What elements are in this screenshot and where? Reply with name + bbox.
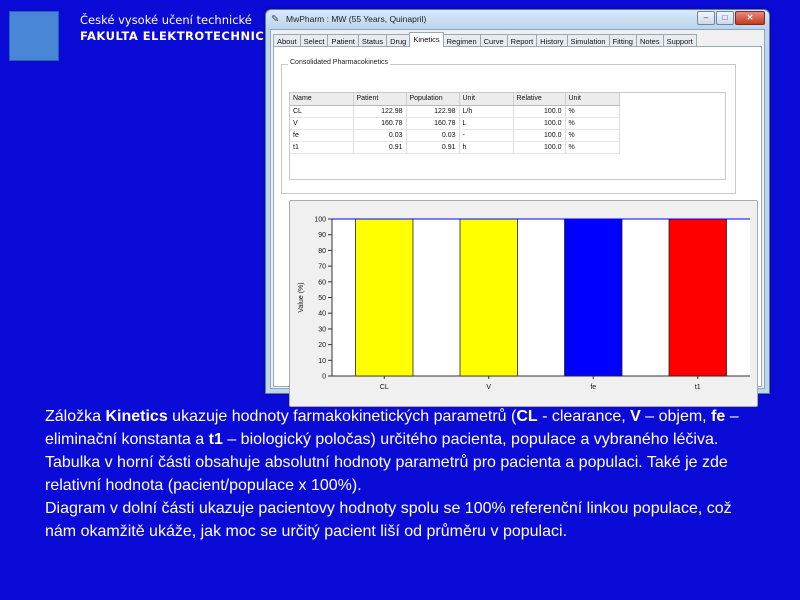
y-tick-label: 50 xyxy=(318,295,326,302)
tab-regimen[interactable]: Regimen xyxy=(443,34,481,47)
y-tick-label: 60 xyxy=(318,279,326,287)
table-cell: 160.78 xyxy=(406,117,459,129)
y-tick-label: 90 xyxy=(318,232,326,240)
tab-drug[interactable]: Drug xyxy=(386,34,410,47)
x-tick-label: CL xyxy=(379,384,389,391)
description-text: – eliminační konstanta a xyxy=(45,408,739,448)
cvut-logo xyxy=(9,11,59,61)
relative-values-chart xyxy=(289,200,758,407)
pk-table-container[interactable] xyxy=(289,92,726,180)
description-text: - clearance, xyxy=(537,408,631,425)
table-cell: % xyxy=(565,141,619,153)
table-cell: 122.98 xyxy=(406,105,459,117)
description-text: – biologický poločas) určitého pacienta, populace a vybraného léčiva. Tabulka v horní části obsahuje absolutní hodnoty parametrů pro pacienta a populaci. Také je zde relativní hodnota (pacient/populace x 100%). xyxy=(45,431,728,494)
window-title: MwPharm : MW (55 Years, Quinapril) xyxy=(286,14,427,24)
description-keyword: Kinetics xyxy=(105,408,168,425)
y-axis-label: Value (%) xyxy=(298,282,305,313)
table-cell: CL xyxy=(290,105,353,117)
slide-header xyxy=(80,13,264,44)
table-cell: % xyxy=(565,117,619,129)
column-header[interactable]: Population xyxy=(406,93,459,105)
table-cell: t1 xyxy=(290,141,353,153)
x-tick-label: t1 xyxy=(694,384,701,391)
table-cell: 100.0 xyxy=(513,117,565,129)
x-tick-label: fe xyxy=(590,384,597,391)
table-cell: fe xyxy=(290,129,353,141)
y-tick-label: 40 xyxy=(318,310,326,318)
title-bar[interactable] xyxy=(266,10,769,30)
tab-strip xyxy=(273,32,696,47)
tab-select[interactable]: Select xyxy=(300,34,329,47)
tab-simulation[interactable]: Simulation xyxy=(567,34,610,47)
y-tick-label: 80 xyxy=(318,247,326,255)
y-tick-label: 70 xyxy=(318,263,326,271)
faculty-name: FAKULTA ELEKTROTECHNIC xyxy=(80,29,265,43)
tab-support[interactable]: Support xyxy=(663,34,697,47)
group-title: Consolidated Pharmacokinetics xyxy=(290,59,389,66)
tab-history[interactable]: History xyxy=(536,34,567,47)
table-cell: % xyxy=(565,129,619,141)
tab-notes[interactable]: Notes xyxy=(636,34,664,47)
y-tick-label: 20 xyxy=(318,342,326,350)
table-row[interactable] xyxy=(290,129,619,141)
bar-chart-svg xyxy=(290,201,759,408)
table-cell: 100.0 xyxy=(513,129,565,141)
table-cell: L xyxy=(459,117,513,129)
bar-v xyxy=(460,219,517,376)
tab-fitting[interactable]: Fitting xyxy=(609,34,637,47)
description-text: – objem, xyxy=(640,408,712,425)
app-window xyxy=(265,9,770,394)
table-cell: 0.91 xyxy=(353,141,406,153)
university-name: České vysoké učení technické xyxy=(80,13,252,27)
column-header[interactable]: Unit xyxy=(459,93,513,105)
y-tick-label: 100 xyxy=(314,216,326,224)
table-header-row xyxy=(290,93,619,105)
bar-t1 xyxy=(669,219,726,376)
description-keyword: t1 xyxy=(208,431,223,448)
tab-kinetics[interactable]: Kinetics xyxy=(409,32,443,47)
tab-status[interactable]: Status xyxy=(358,34,387,47)
bar-fe xyxy=(565,219,622,376)
description-keyword: fe xyxy=(711,408,726,425)
table-cell: % xyxy=(565,105,619,117)
description-keyword: CL xyxy=(516,408,538,425)
pk-table xyxy=(290,93,620,154)
column-header[interactable]: Patient xyxy=(353,93,406,105)
app-icon: ✎ xyxy=(271,14,280,25)
maximize-button[interactable]: □ xyxy=(716,11,734,25)
close-button[interactable]: ✕ xyxy=(735,11,765,25)
slide-description xyxy=(45,405,765,543)
column-header[interactable]: Unit xyxy=(565,93,619,105)
minimize-button[interactable]: – xyxy=(697,11,715,25)
table-cell: L/h xyxy=(459,105,513,117)
description-keyword: V xyxy=(630,408,641,425)
table-cell: V xyxy=(290,117,353,129)
table-cell: 0.91 xyxy=(406,141,459,153)
table-cell: - xyxy=(459,129,513,141)
table-cell: 122.98 xyxy=(353,105,406,117)
tab-curve[interactable]: Curve xyxy=(480,34,508,47)
table-cell: h xyxy=(459,141,513,153)
y-tick-label: 0 xyxy=(322,373,326,381)
client-area xyxy=(270,29,765,389)
description-text: Záložka xyxy=(45,408,106,425)
table-cell: 0.03 xyxy=(406,129,459,141)
description-text: ukazuje hodnoty farmakokinetických parametrů ( xyxy=(167,408,517,425)
table-row[interactable] xyxy=(290,117,619,129)
bar-cl xyxy=(356,219,413,376)
x-tick-label: V xyxy=(486,384,492,391)
description-text: Diagram v dolní části ukazuje pacientovy hodnoty spolu se 100% referenční linkou populace, což nám okamžitě ukáže, jak moc se určitý pacient liší od průměru v populaci. xyxy=(45,500,732,540)
tab-report[interactable]: Report xyxy=(507,34,538,47)
table-cell: 100.0 xyxy=(513,141,565,153)
table-cell: 100.0 xyxy=(513,105,565,117)
y-tick-label: 10 xyxy=(318,357,326,365)
column-header[interactable]: Relative xyxy=(513,93,565,105)
table-cell: 160.78 xyxy=(353,117,406,129)
tab-patient[interactable]: Patient xyxy=(327,34,358,47)
table-row[interactable] xyxy=(290,105,619,117)
table-row[interactable] xyxy=(290,141,619,153)
y-tick-label: 30 xyxy=(318,326,326,334)
column-header[interactable]: Name xyxy=(290,93,353,105)
tab-about[interactable]: About xyxy=(273,34,301,47)
table-cell: 0.03 xyxy=(353,129,406,141)
